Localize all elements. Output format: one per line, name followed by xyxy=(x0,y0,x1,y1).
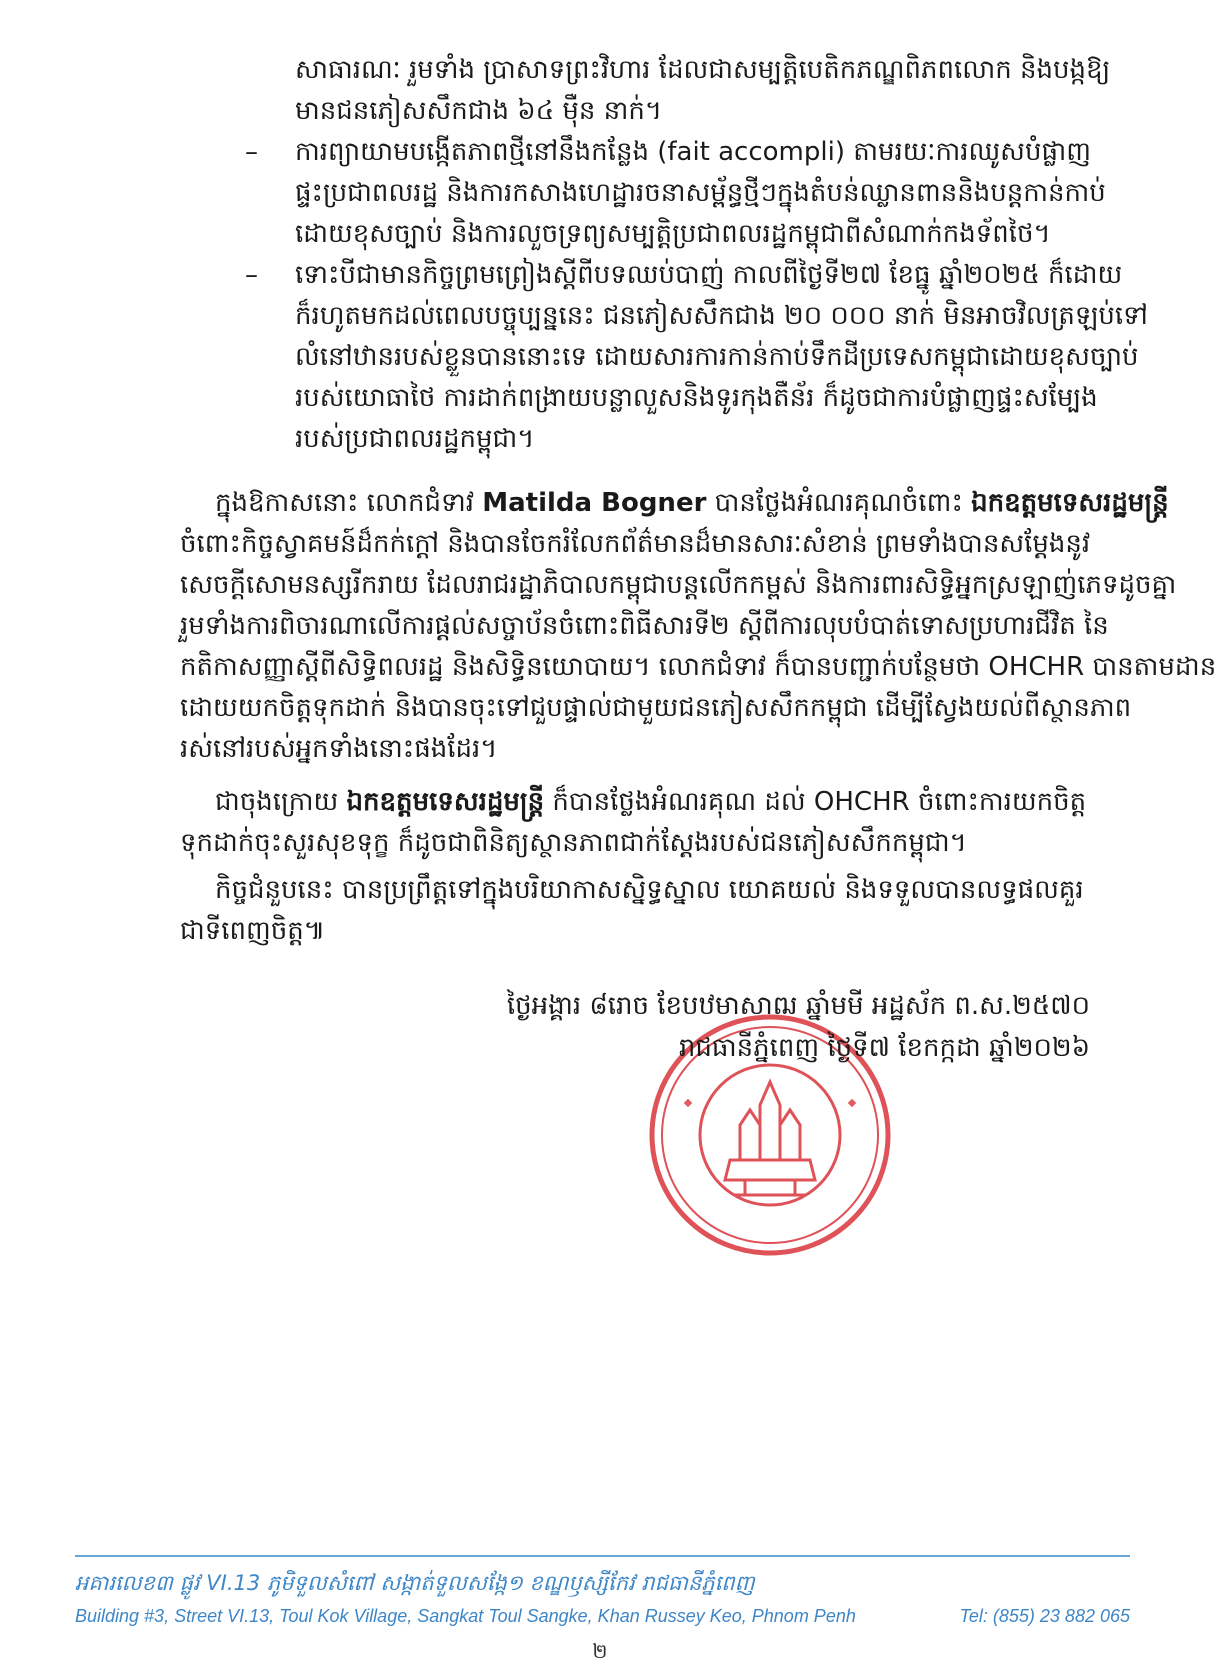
date-block xyxy=(507,985,1090,1069)
bullet-item xyxy=(245,132,1106,255)
body-text xyxy=(180,483,1216,958)
paragraph-line: សេចក្តីសោមនស្សរីករាយ ដែលរាជរដ្ឋាភិបាលកម្ពុជាបន្តលើកកម្ពស់ និងការពារសិទ្ធិអ្នកស្រឡាញ់ភេទដូចគ្នា xyxy=(180,570,1177,600)
text-run: ជាចុងក្រោយ xyxy=(215,787,347,817)
bullet-item xyxy=(245,255,1148,460)
bullet-line: របស់យោធាថៃ ការដាក់ពង្រាយបន្លាលួសនិងទូរកុងតឺន័រ ក៏ដូចជាការបំផ្លាញផ្ទះសម្បែង xyxy=(295,383,1098,413)
paragraph-line: កិច្ចជំនួបនេះ បានប្រព្រឹត្តទៅក្នុងបរិយាកាសស្និទ្ធស្នាល យោគយល់ និងទទួលបានលទ្ធផលគួរ xyxy=(215,875,1084,905)
paragraph-line: ជាទីពេញចិត្ត៕ xyxy=(180,916,326,946)
bullet-dash: – xyxy=(245,260,258,290)
bullet-line: ទោះបីជាមានកិច្ចព្រមព្រៀងស្តីពីបទឈប់បាញ់ កាលពីថ្ងៃទី២៧ ខែធ្នូ ឆ្នាំ២០២៥ ក៏ដោយ xyxy=(295,260,1123,290)
bullet-continuation-line: សាធារណៈ រួមទាំង ប្រាសាទព្រះវិហារ ដែលជាសម្បត្តិបេតិកភណ្ឌពិភពលោក និងបង្កឱ្យ xyxy=(295,55,1111,85)
paragraph xyxy=(180,782,1105,864)
paragraph-line: ទុកដាក់ចុះសួរសុខទុក្ខ ក៏ដូចជាពិនិត្យស្ថានភាពជាក់ស្តែងរបស់ជនភៀសសឹកកម្ពុជា។ xyxy=(180,828,967,858)
bullet-continuation-line: មានជនភៀសសឹកជាង ៦៤ ម៉ឺន នាក់។ xyxy=(295,96,663,126)
paragraph-line: កតិកាសញ្ញាស្តីពីសិទ្ធិពលរដ្ឋ និងសិទ្ធិនយោបាយ។ លោកជំទាវ ក៏បានបញ្ជាក់បន្ថែមថា OHCHR បានតាមដាន xyxy=(180,652,1216,682)
paragraph-line: ដោយយកចិត្តទុកដាក់ និងបានចុះទៅជួបផ្ទាល់ជាមួយជនភៀសសឹកកម្ពុជា ដើម្បីស្វែងយល់ពីស្ថានភាព xyxy=(180,693,1132,723)
bullet-line: ការព្យាយាមបង្កើតភាពថ្មីនៅនឹងកន្លែង (fait accompli) តាមរយៈការឈូសបំផ្លាញ xyxy=(295,137,1091,167)
footer-telephone: Tel: (855) 23 882 065 xyxy=(959,1606,1130,1626)
bullet-list xyxy=(245,50,1148,460)
solar-date: រាជធានីភ្នំពេញ ថ្ងៃទី៧ ខែកក្កដា ឆ្នាំ២០២៦ xyxy=(678,1033,1090,1063)
title-bold: ឯកឧត្តមទេសរដ្ឋមន្ត្រី xyxy=(346,787,545,817)
text-run: បានថ្លែងអំណរគុណចំពោះ xyxy=(706,488,972,518)
bullet-dash: – xyxy=(245,137,258,167)
title-bold: ឯកឧត្តមទេសរដ្ឋមន្ត្រី xyxy=(971,488,1169,518)
paragraph xyxy=(180,483,1216,770)
paragraph-line: រស់នៅរបស់អ្នកទាំងនោះផងដែរ។ xyxy=(180,734,498,764)
paragraph-line: រួមទាំងការពិចារណាលើការផ្តល់សច្ចាប័នចំពោះពិធីសារទី២ ស្តីពីការលុបបំបាត់ទោសប្រហារជីវិត នៃ xyxy=(180,611,1109,641)
text-run: ក៏បានថ្លែងអំណរគុណ ដល់ OHCHR ចំពោះការយកចិត្ត xyxy=(544,787,1087,817)
paragraph-line: ចំពោះកិច្ចស្វាគមន៍ដ៏កក់ក្ដៅ និងបានចែករំលែកព័ត៌មានដ៏មានសារៈសំខាន់ ព្រមទាំងបានសម្តែងនូវ xyxy=(180,529,1091,559)
paragraph-line xyxy=(180,782,1105,823)
paragraph-line xyxy=(180,483,1169,524)
bullet-line: របស់ប្រជាពលរដ្ឋកម្ពុជា។ xyxy=(295,424,535,454)
page-number: ២ xyxy=(592,1639,608,1663)
footer-divider xyxy=(75,1555,1130,1557)
footer-address-english: Building #3, Street VI.13, Toul Kok Village, Sangkat Toul Sangke, Khan Russey Keo, Phnom Penh xyxy=(75,1606,856,1626)
bullet-line: ក៏រហូតមកដល់ពេលបច្ចុប្បន្ននេះ ជនភៀសសឹកជាង ២០ ០០០ នាក់ មិនអាចវិលត្រឡប់ទៅ xyxy=(295,301,1148,331)
person-name: Matilda Bogner xyxy=(482,488,707,518)
bullet-line: លំនៅឋានរបស់ខ្លួនបាននោះទេ ដោយសារការកាន់កាប់ទឹកដីប្រទេសកម្ពុជាដោយខុសច្បាប់ xyxy=(295,342,1139,372)
paragraph xyxy=(180,870,1105,952)
text-run: ក្នុងឱកាសនោះ លោកជំទាវ xyxy=(215,488,483,518)
lunar-date: ថ្ងៃអង្គារ ៨រោច ខែបឋមាសាឍ ឆ្នាំមមី អដ្ឋស័ក ព.ស.២៥៧០ xyxy=(506,991,1090,1021)
footer-address-khmer: អគារលេខ៣ ផ្លូវ VI.13 ភូមិទួលសំពៅ សង្កាត់ទួលសង្កែ១ ខណ្ឌឫស្សីកែវ រាជធានីភ្នំពេញ xyxy=(75,1571,755,1595)
bullet-line: ដោយខុសច្បាប់ និងការលួចទ្រព្យសម្បត្តិប្រជាពលរដ្ឋកម្ពុជាពីសំណាក់កងទ័ពថៃ។ xyxy=(295,219,1051,249)
bullet-line: ផ្ទះប្រជាពលរដ្ឋ និងការកសាងហេដ្ឋារចនាសម្ព័ន្ធថ្មីៗក្នុងតំបន់ឈ្លានពាននិងបន្តកាន់កាប់ xyxy=(295,178,1106,208)
